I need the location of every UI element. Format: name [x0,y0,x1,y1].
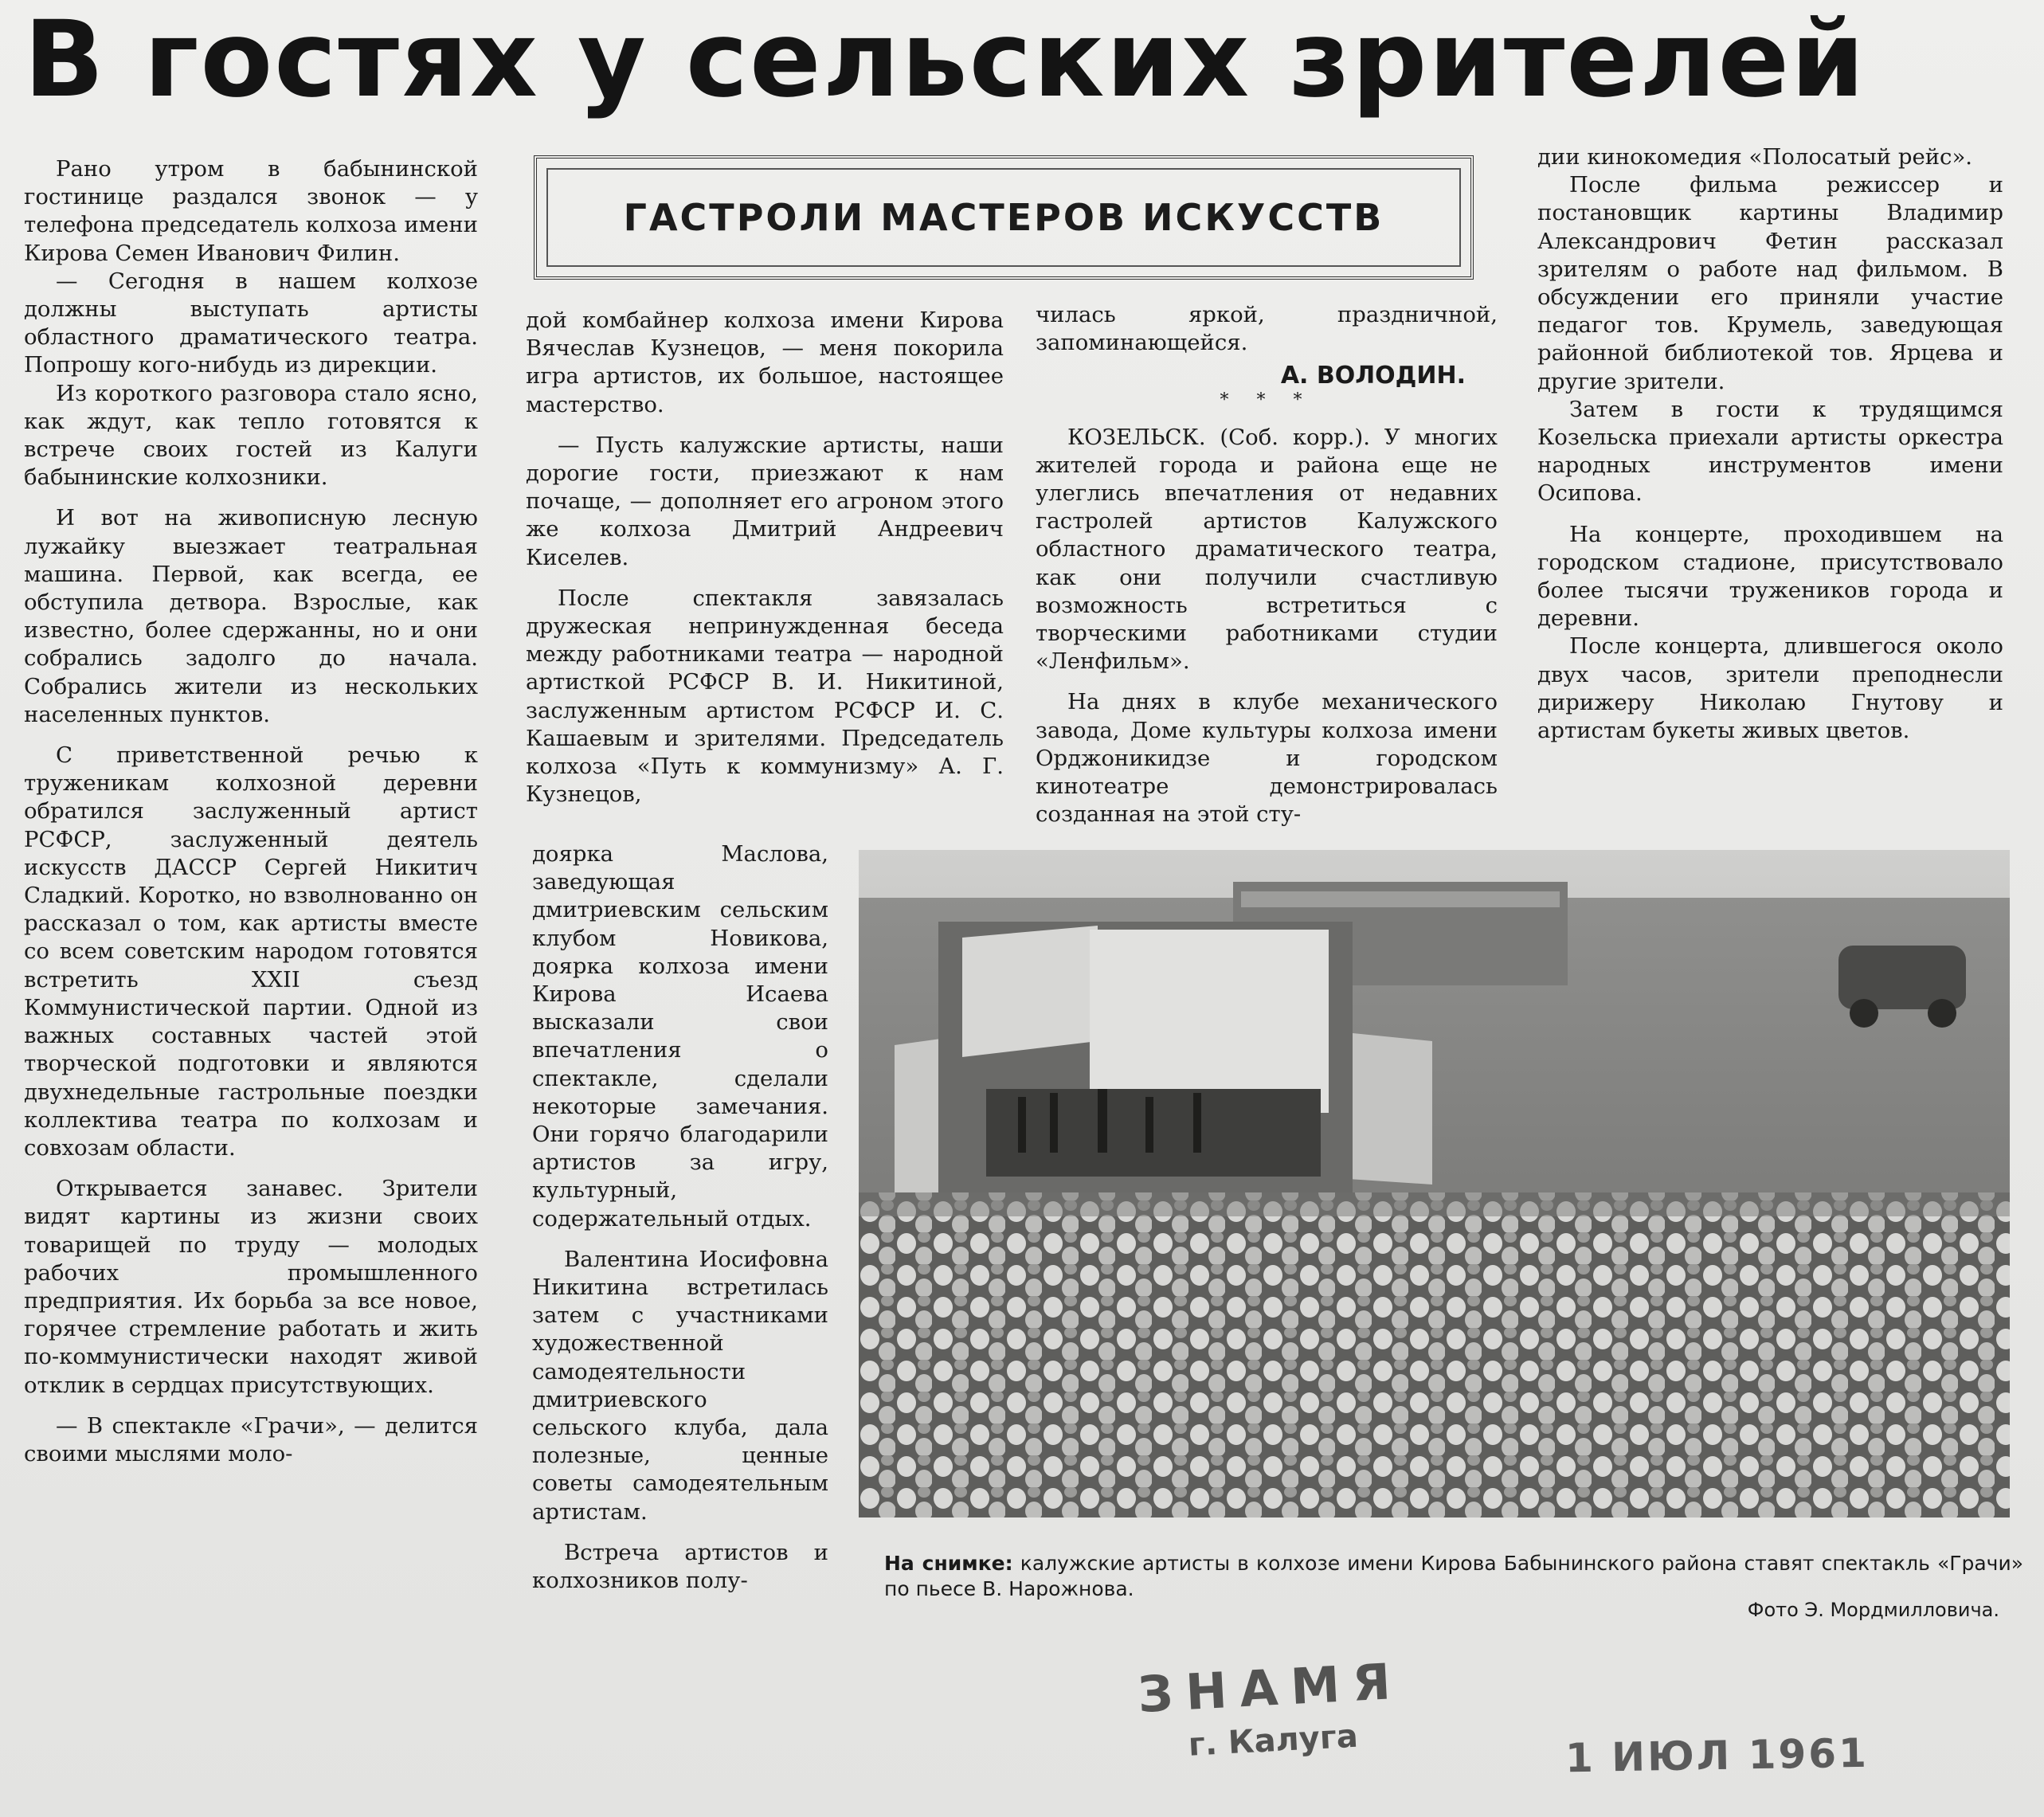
archive-stamp [1137,1648,1477,1777]
date-stamp: 1 ИЮЛ 1961 [1564,1729,1870,1782]
caption-lead: На снимке: [884,1552,1013,1575]
paragraph: На концерте, проходившем на городском стадионе, присутствовало более тысячи тружеников города и деревни. [1537,521,2003,632]
paragraph: Из короткого разговора стало ясно, как ждут, как тепло готовятся к встрече своих гостей из Калуги бабынинские колхозники. [24,380,478,491]
paragraph: Рано утром в бабынинской гостинице раздался звонок — у телефона председатель колхоза имени Кирова Семен Иванович Филин. [24,156,478,266]
paragraph: После спектакля завязалась дружеская непринужденная беседа между работниками театра — народной артисткой РСФСР В. И. Никитиной, заслуженным артистом РСФСР И. С. Кашаевым и зрителями. Председатель колхоза «Путь к коммунизму» А. Г. Кузнецов, [526,585,1004,808]
paragraph: И вот на живописную лесную лужайку выезжает театральная машина. Первой, как всегда, ее обступила детвора. Взрослые, как известно, более сдержанны, но и они собрались задолго до начала. Собрались жители из нескольких населенных пунктов. [24,505,478,727]
caption-text: калужские артисты в колхозе имени Кирова Бабынинского района ставят спектакль «Грачи» по пьесе В. Нарожнова. [884,1552,2023,1600]
paragraph: чилась яркой, праздничной, запоминающейся. [1036,302,1498,356]
headline: В гостях у сельских зрителей [24,0,1866,121]
paragraph: После концерта, длившегося около двух часов, зрители преподнесли дирижеру Николаю Гнутову и артистам букеты живых цветов. [1537,633,2003,744]
paragraph: Валентина Иосифовна Никитина встретилась затем с участниками художественной самодеятельности дмитриевского сельского клуба, дала полезные, ценные советы самодеятельным артистам. [532,1246,828,1525]
author-signature: А. ВОЛОДИН. [1280,362,1466,390]
paragraph: — Пусть калужские артисты, наши дорогие гости, приезжают к нам почаще, — дополняет его агроном этого же колхоза Дмитрий Андреевич Киселев. [526,432,1004,570]
rubric-frame [546,168,1461,267]
paragraph: доярка Маслова, заведующая дмитриевским сельским клубом Новикова, доярка колхоза имени Кирова Исаева высказали свои впечатления о спектакле, сделали некоторые замечания. Они горячо благодарили артистов за игру, культурный, содержательный отдых. [532,841,828,1232]
section-rubric [534,155,1474,280]
paragraph: Встреча артистов и колхозников полу- [532,1539,828,1594]
photo-illustration [859,850,2010,1517]
news-photo [859,850,2010,1517]
photo-caption [884,1551,2023,1602]
article1-column-2-narrow [532,840,828,1595]
paragraph: КОЗЕЛЬСК. (Соб. корр.). У многих жителей города и района еще не улеглись впечатления от недавних гастролей артистов Калужского областного драматического театра, как они получили счастливую возможность встретиться с творческими работниками студии «Ленфильм». [1036,424,1498,675]
photo-credit: Фото Э. Мордмилловича. [1747,1599,1999,1621]
article1-column-1 [24,155,478,1468]
paragraph: дии кинокомедия «Полосатый рейс». [1537,144,1973,170]
article2-column-4 [1537,143,2003,745]
stamp-newspaper-name: ЗНАМЯ [1136,1651,1405,1724]
paragraph: Открывается занавес. Зрители видят картины из жизни своих товарищей по труду — молодых рабочих промышленного предприятия. Их борьба за все новое, горячее стремление работать и жить по-коммунистически находят живой отклик в сердцах присутствующих. [24,1176,478,1398]
paragraph: дой комбайнер колхоза имени Кирова Вячеслав Кузнецов, — меня покорила игра артистов, их большое, настоящее мастерство. [526,307,1004,417]
rubric-title: ГАСТРОЛИ МАСТЕРОВ ИСКУССТВ [623,196,1384,239]
paragraph: — Сегодня в нашем колхозе должны выступать артисты областного драматического театра. Попрошу кого-нибудь из дирекции. [24,268,478,378]
paragraph: Затем в гости к трудящимся Козельска приехали артисты оркестра народных инструментов имени Осипова. [1537,396,2003,507]
article1-column-2 [526,307,1004,809]
stamp-city: г. Калуга [1187,1717,1359,1764]
separator: * * * [1220,390,1314,410]
paragraph: С приветственной речью к труженикам колхозной деревни обратился заслуженный артист РСФСР, заслуженный деятель искусств ДАССР Сергей Никитич Сладкий. Коротко, но взволнованно он рассказал о том, как артисты вместе со всем советским народом готовятся встретить XXII съезд Коммунистической партии. Одной из важных составных частей этой творческой подготовки и являются двухнедельные гастрольные поездки коллектива театра по колхозам и совхозам области. [24,742,478,1161]
column-3 [1036,301,1498,828]
paragraph: — В спектакле «Грачи», — делится своими мыслями моло- [24,1412,478,1467]
paragraph: После фильма режиссер и постановщик картины Владимир Александрович Фетин рассказал зрителям о работе над фильмом. В обсуждении его приняли участие педагог тов. Крумель, заведующая районной библиотекой тов. Ярцева и другие зрители. [1537,172,2003,394]
paragraph: На днях в клубе механического завода, Доме культуры колхоза имени Орджоникидзе и городском кинотеатре демонстрировалась созданная на этой сту- [1036,689,1498,828]
